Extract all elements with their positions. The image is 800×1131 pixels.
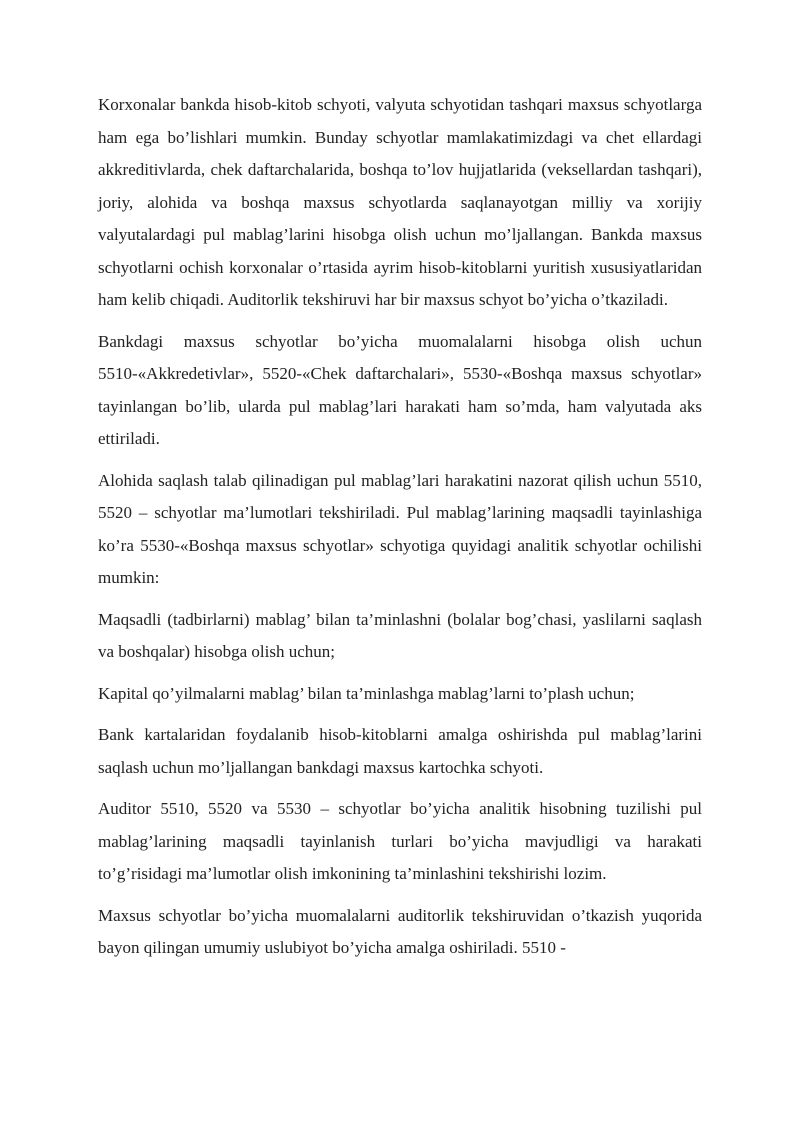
paragraph-capital-investment: Kapital qo’yilmalarni mablag’ bilan ta’minlashga mablag’larni to’plash uchun; [98,683,635,703]
paragraph-special-accounts-intro: Korxonalar bankda hisob-kitob schyoti, valyuta schyotidan tashqari maxsus schyotlarga ham ega bo’lishlari mumkin. Bunday schyotlar mamlakatimizdagi va chet ellardagi akkreditivlarda, chek daftarchalarida, boshqa to’lov hujjatlarida (veksellardan tashqari), joriy, alohida va boshqa maxsus schyotlarda saqlanayotgan milliy va xorijiy valyutalardagi pul mablag’larini hisobga olish uchun mo’ljallangan. Bankda maxsus schyotlarni ochish korxonalar o’rtasida ayrim hisob-kitoblarni yuritish xususiyatlaridan ham kelib chiqadi. Auditorlik tekshiruvi har bir maxsus schyot bo’yicha o’tkaziladi. [98,95,702,309]
paragraph-audit-methodology: Maxsus schyotlar bo’yicha muomalalarni auditorlik tekshiruvidan o’tkazish yuqorida bayon qilingan umumiy uslubiyot bo’yicha amalga oshiriladi. 5510 - [98,905,702,957]
paragraph-auditor-check: Auditor 5510, 5520 va 5530 – schyotlar bo’yicha analitik hisobning tuzilishi pul mablag’larining maqsadli tayinlanish turlari bo’yicha mavjudligi va harakati to’g’risidagi ma’lumotlar olish imkonining ta’minlashini tekshirishi lozim. [98,799,702,883]
paragraph-bank-cards: Bank kartalaridan foydalanib hisob-kitoblarni amalga oshirishda pul mablag’larini saqlash uchun mo’ljallangan bankdagi maxsus kartochka schyoti. [98,725,702,777]
document-page [98,89,702,974]
paragraph-account-codes: Bankdagi maxsus schyotlar bo’yicha muomalalarni hisobga olish uchun 5510-«Akkredetivlar», 5520-«Chek daftarchalari», 5530-«Boshqa maxsus schyotlar» tayinlangan bo’lib, ularda pul mablag’lari harakati ham so’mda, ham valyutada aks ettiriladi. [98,331,702,448]
paragraph-separate-storage: Alohida saqlash talab qilinadigan pul mablag’lari harakatini nazorat qilish uchun 5510, 5520 – schyotlar ma’lumotlari tekshiriladi. Pul mablag’larining maqsadli tayinlashiga ko’ra 5530-«Boshqa maxsus schyotlar» schyotiga quyidagi analitik schyotlar ochilishi mumkin: [98,470,702,587]
paragraph-targeted-funding: Maqsadli (tadbirlarni) mablag’ bilan ta’minlashni (bolalar bog’chasi, yaslilarni saqlash va boshqalar) hisobga olish uchun; [98,609,702,661]
